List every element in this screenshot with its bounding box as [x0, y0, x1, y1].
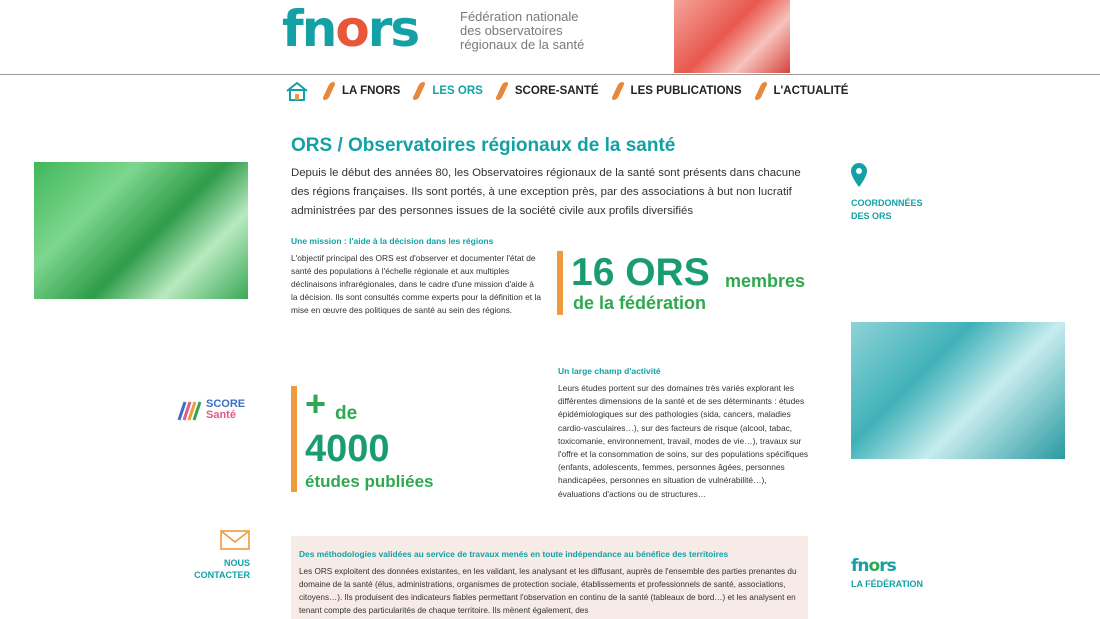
- score-sante-link[interactable]: [176, 398, 245, 422]
- nav-label: LES ORS: [432, 85, 483, 97]
- logo-subtitle: Fédération nationale des observatoires régionaux de la santé: [460, 9, 585, 52]
- nav-label: LES PUBLICATIONS: [630, 85, 742, 97]
- score-sante-icon: [176, 398, 202, 422]
- federation-logo: fnors: [851, 556, 896, 576]
- page-title: ORS / Observatoires régionaux de la santé: [291, 135, 676, 156]
- contact-line2: CONTACTER: [194, 570, 250, 580]
- nav-slash: [495, 82, 509, 100]
- nav-slash: [412, 82, 426, 100]
- members-number: 16 ORS: [571, 251, 710, 294]
- federation-link[interactable]: [851, 557, 923, 589]
- federation-label: LA FÉDÉRATION: [851, 579, 923, 589]
- nav-item-score-sante[interactable]: [499, 82, 599, 100]
- nav-label: SCORE-SANTÉ: [514, 85, 599, 97]
- nav-label: L'ACTUALITÉ: [773, 85, 849, 97]
- methods-text: Les ORS exploitent des données existantes, en les validant, les analysant et les diffusant, auprès de l'ensemble des parties prenantes du domaine de la santé (élus, administrations, organismes de protection sociale, établissements et professionnels de santé, associations, citoyens…). Ils produisent des indicateurs fiables permettant l'observation en continu de la santé (tableaux de bord…) et les analysent en tenant compte des particularités de chaque territoire. Ils mènent également, des: [299, 567, 797, 615]
- score-logo-line2: Santé: [206, 409, 236, 421]
- nav-slash: [610, 82, 624, 100]
- header-divider: [0, 74, 1100, 75]
- methods-box: [291, 536, 808, 619]
- nav-item-les-publications[interactable]: [615, 82, 742, 100]
- field-heading: Un large champ d'activité: [558, 366, 661, 376]
- members-word: membres: [725, 271, 806, 291]
- header-photo: [674, 0, 790, 73]
- nav-item-actualite[interactable]: [758, 82, 849, 100]
- map-pin-icon: [851, 163, 867, 187]
- nav-slash: [753, 82, 767, 100]
- mission-heading: Une mission : l'aide à la décision dans les régions: [291, 236, 494, 246]
- nav-label: LA FNORS: [342, 85, 401, 97]
- mission-text: L'objectif principal des ORS est d'observer et documenter l'état de santé des populations à l'échelle régionale et aux multiples déclinaisons infrarégionales, dans le cadre d'une mission d'aide à la décision. Ils sont consultés comme experts pour la définition et la mise en œuvre des politiques de santé au sein des régions.: [291, 253, 541, 315]
- nav-item-les-ors[interactable]: [416, 82, 482, 100]
- contact-line1: NOUS: [223, 558, 250, 568]
- child-photo: [851, 322, 1065, 459]
- studies-sub: études publiées: [305, 472, 434, 491]
- home-icon[interactable]: [286, 81, 308, 101]
- field-text: Leurs études portent sur des domaines très variés explorant les différentes dimensions de la santé et de ses déterminants : études épidémiologiques sur des pathologies (sida, cancers, maladies cardio-vasculaires…), sur des facteurs de risque (alcool, tabac, toxicomanie, environnement, travail, modes de vie…), travaux sur l'offre et la consommation de soins, sur des populations spécifiques (enfants, adolescents, femmes, personnes âgées, personnes handicapées, personnes en situation de vulnérabilité…), évaluations d'actions ou de structures…: [558, 383, 809, 499]
- intro-text: Depuis le début des années 80, les Observatoires régionaux de la santé sont présents dans chacune des régions françaises. Ils sont portés, à une exception près, par des associations à but non lucratif administrées par des personnes issues de la société civile aux profils diversifiés: [291, 167, 801, 217]
- fnors-logo[interactable]: fnors: [282, 0, 419, 58]
- studies-number: 4000: [305, 428, 390, 470]
- main-nav: [286, 80, 864, 102]
- studies-de: de: [335, 403, 358, 424]
- methods-heading: Des méthodologies validées au service de travaux menés en toute indépendance au bénéfice des territoires: [299, 549, 729, 559]
- members-stat: [557, 251, 817, 315]
- members-sub: de la fédération: [573, 293, 707, 313]
- meeting-photo: [34, 162, 248, 299]
- score-logo-line1: SCORE: [206, 398, 246, 410]
- studies-stat: [291, 383, 491, 494]
- studies-plus: +: [305, 383, 327, 424]
- stat-bar: [557, 251, 563, 315]
- stat-bar: [291, 386, 297, 492]
- coordonnees-link[interactable]: [851, 163, 923, 223]
- nav-item-la-fnors[interactable]: [326, 82, 400, 100]
- coord-line2: DES ORS: [851, 211, 892, 221]
- envelope-icon: [220, 530, 250, 550]
- nav-slash: [322, 82, 336, 100]
- coord-line1: COORDONNÉES: [851, 198, 923, 208]
- contact-link[interactable]: [190, 530, 250, 581]
